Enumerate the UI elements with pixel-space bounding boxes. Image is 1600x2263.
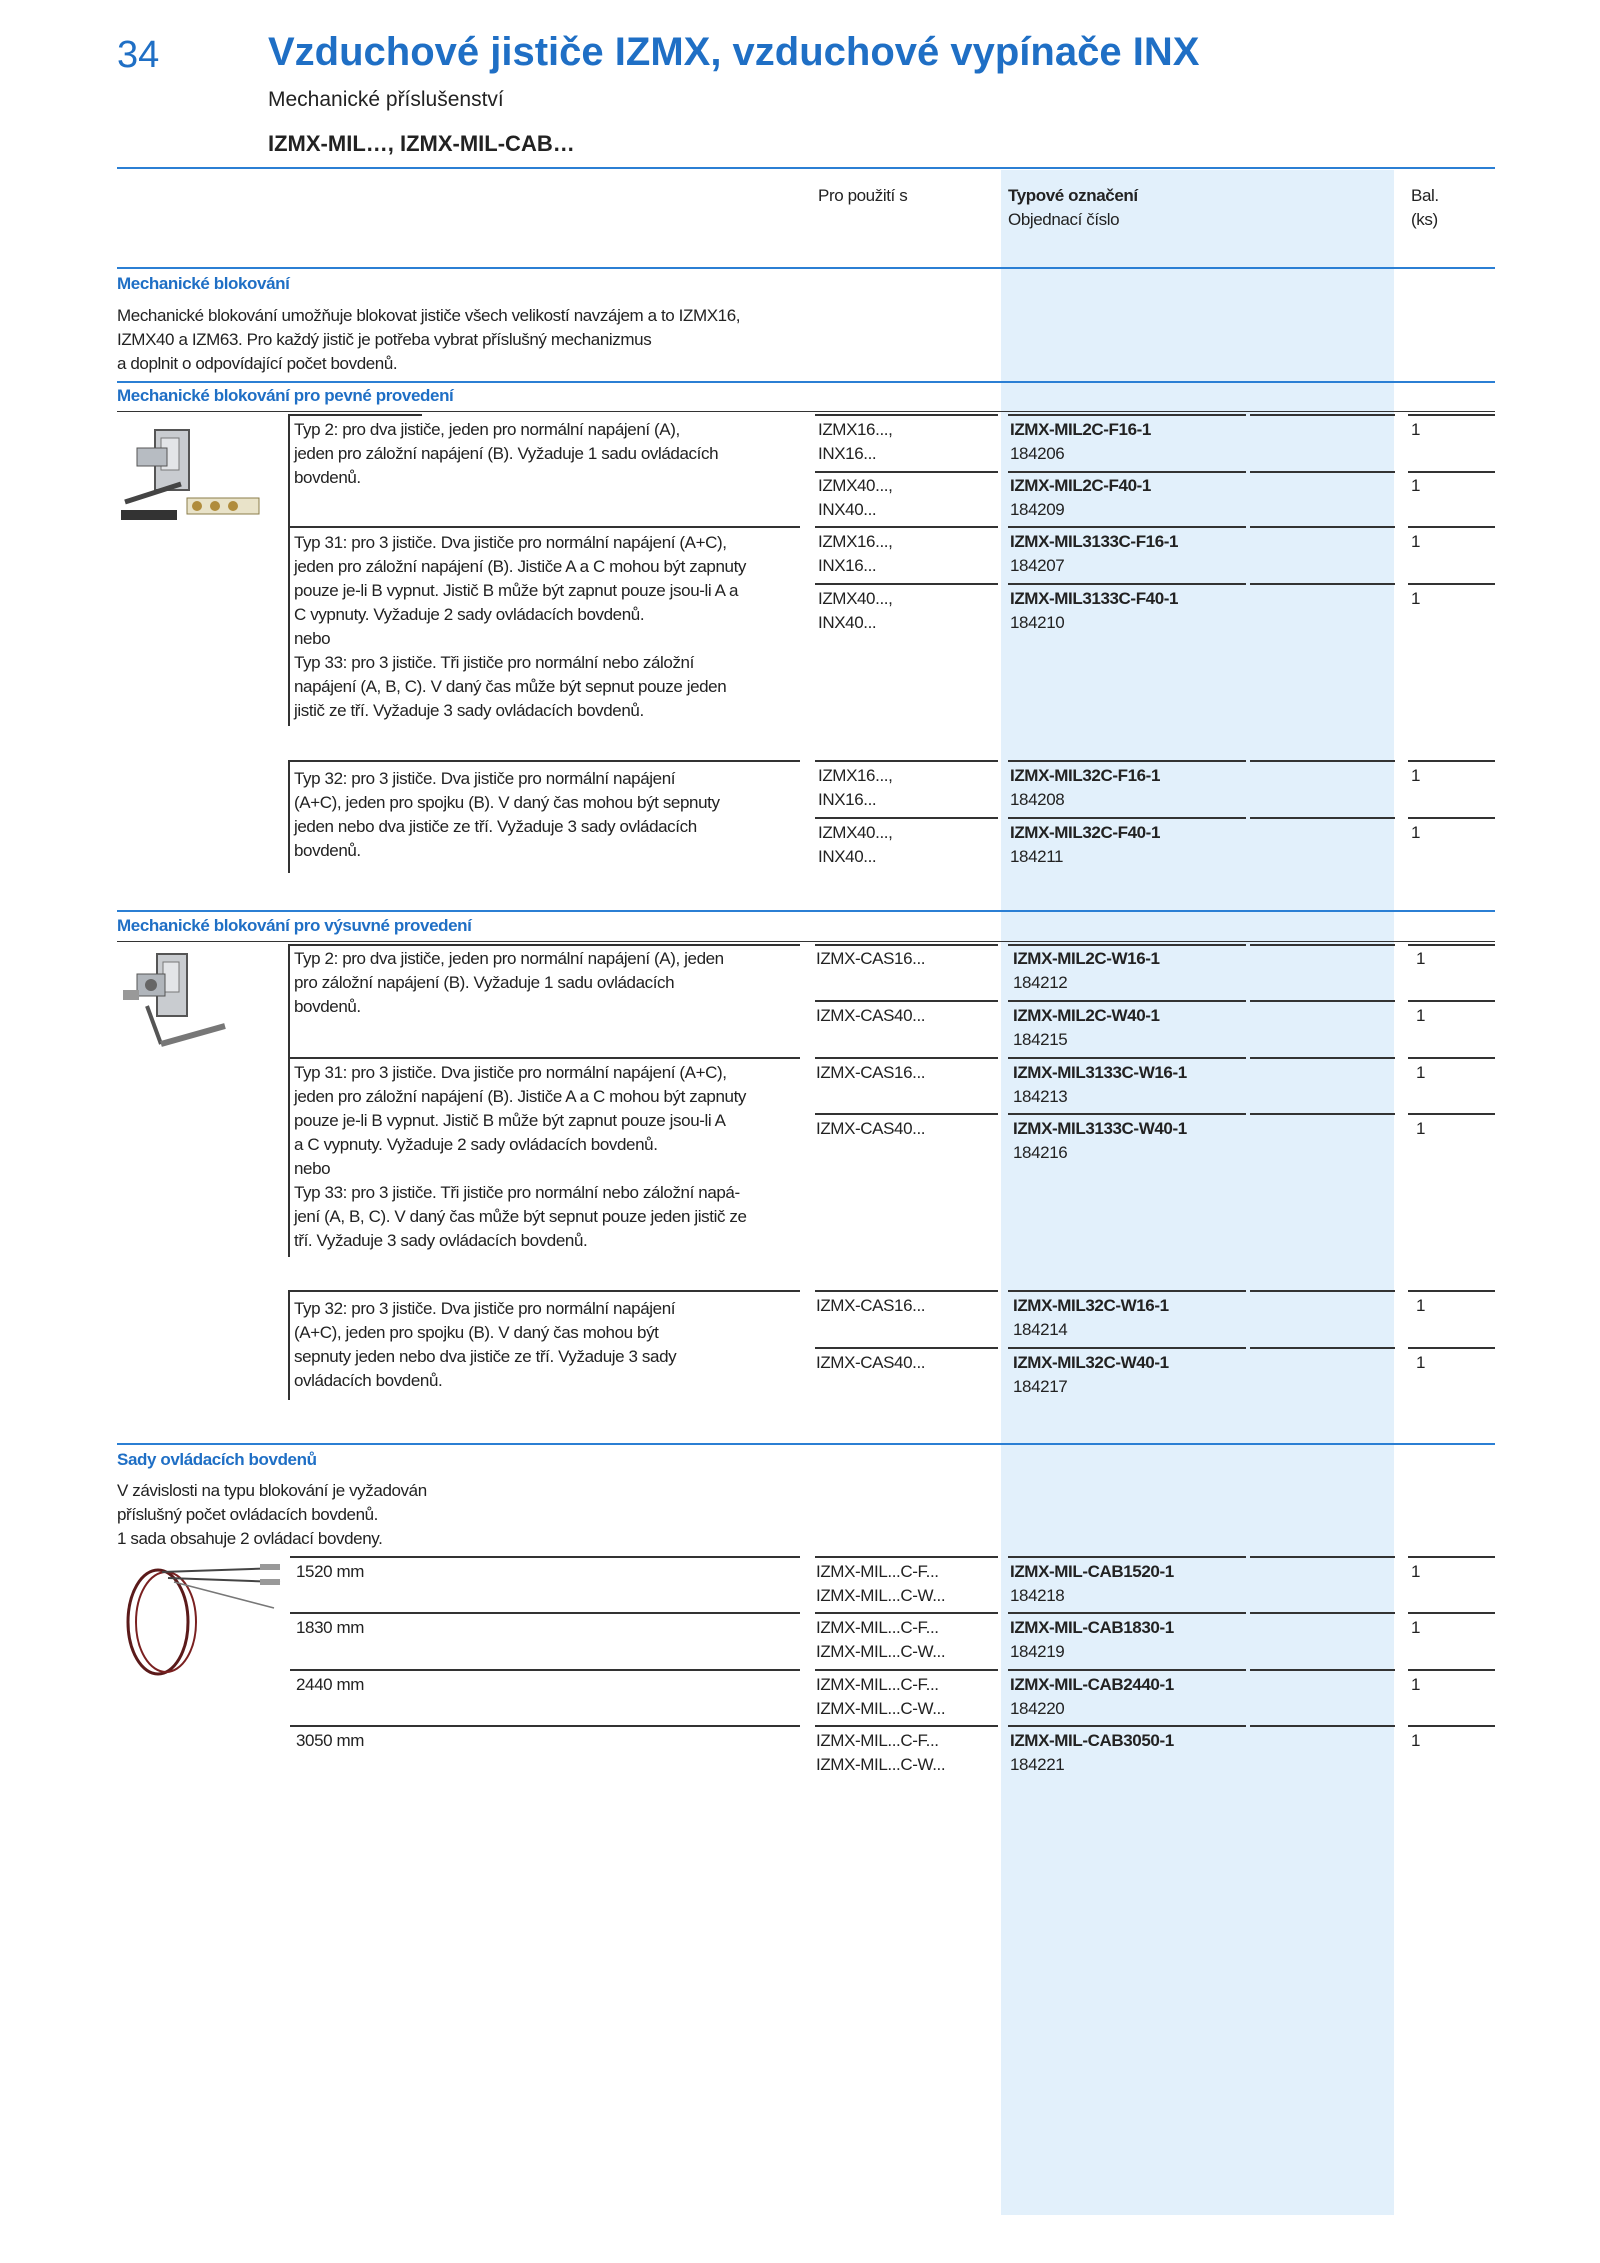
description-line: napájení (A, B, C). V daný čas může být sepnut pouze jeden: [294, 677, 727, 696]
row-rule: [1008, 1347, 1246, 1349]
description-line: pro záložní napájení (B). Vyžaduje 1 sadu ovládacích: [294, 973, 675, 992]
description-line: Typ 2: pro dva jističe, jeden pro normální napájení (A),: [294, 420, 680, 439]
description-line: Typ 33: pro 3 jističe. Tři jističe pro normální nebo záložní napá-: [294, 1183, 740, 1202]
section-heading-interlocking: Mechanické blokování: [117, 274, 290, 293]
page-number: 34: [117, 34, 160, 76]
row-rule: [1250, 760, 1395, 762]
row-rule: [290, 1556, 800, 1558]
pack-cell: 1: [1411, 1731, 1421, 1750]
group-divider: [288, 414, 290, 726]
group-divider: [288, 1290, 290, 1400]
pack-cell: 1: [1411, 420, 1421, 439]
row-rule: [290, 414, 422, 416]
row-rule: [1408, 1556, 1495, 1558]
row-rule: [1008, 944, 1246, 946]
type-cell: IZMX-MIL3133C-F16-1: [1010, 532, 1179, 551]
col-use-for: Pro použití s: [818, 186, 908, 205]
header-rule: [117, 167, 1495, 169]
use-for-cell: INX40...: [818, 613, 877, 632]
order-number-cell: 184220: [1010, 1699, 1065, 1718]
row-rule: [1008, 1000, 1246, 1002]
use-for-cell: IZMX-MIL...C-W...: [816, 1699, 946, 1718]
section-desc-line: V závislosti na typu blokování je vyžadován: [117, 1481, 427, 1500]
row-rule: [815, 760, 998, 762]
description-line: Typ 33: pro 3 jističe. Tři jističe pro normální nebo záložní: [294, 653, 694, 672]
row-rule: [1250, 526, 1395, 528]
use-for-cell: INX16...: [818, 444, 877, 463]
section-rule: [117, 1443, 1495, 1445]
order-number-cell: 184219: [1010, 1642, 1065, 1661]
pack-cell: 1: [1411, 532, 1421, 551]
description-line: (A+C), jeden pro spojku (B). V daný čas mohou být: [294, 1323, 659, 1342]
fixed-interlock-image: [117, 414, 263, 526]
type-cell: IZMX-MIL32C-F16-1: [1010, 766, 1160, 785]
use-for-cell: IZMX-MIL...C-F...: [816, 1675, 939, 1694]
description-line: Typ 2: pro dva jističe, jeden pro normální napájení (A), jeden: [294, 949, 724, 968]
type-cell: IZMX-MIL2C-W40-1: [1013, 1006, 1160, 1025]
type-cell: IZMX-MIL3133C-W16-1: [1013, 1063, 1187, 1082]
row-rule: [815, 583, 998, 585]
use-for-cell: IZMX40...,: [818, 476, 893, 495]
description-line: jeden pro záložní napájení (B). Jističe A a C mohou být zapnuty: [294, 1087, 747, 1106]
row-rule: [1250, 817, 1395, 819]
use-for-cell: IZMX40...,: [818, 823, 893, 842]
order-number-cell: 184210: [1010, 613, 1065, 632]
cable-length-cell: 1520 mm: [296, 1562, 365, 1581]
row-rule: [1250, 583, 1395, 585]
row-rule: [290, 1669, 800, 1671]
type-cell: IZMX-MIL2C-F40-1: [1010, 476, 1151, 495]
description-line: bovdenů.: [294, 997, 361, 1016]
pack-cell: 1: [1411, 1618, 1421, 1637]
use-for-cell: IZMX16...,: [818, 532, 893, 551]
type-cell: IZMX-MIL2C-F16-1: [1010, 420, 1151, 439]
row-rule: [290, 760, 800, 762]
row-rule: [1250, 1057, 1395, 1059]
pack-cell: 1: [1411, 1675, 1421, 1694]
order-number-cell: 184212: [1013, 973, 1068, 992]
row-rule: [815, 1000, 998, 1002]
use-for-cell: IZMX-MIL...C-F...: [816, 1731, 939, 1750]
row-rule: [1250, 414, 1395, 416]
description-line: jení (A, B, C). V daný čas může být sepnut pouze jeden jistič ze: [294, 1207, 747, 1226]
use-for-cell: IZMX-MIL...C-F...: [816, 1562, 939, 1581]
row-rule: [1250, 471, 1395, 473]
use-for-cell: IZMX-MIL...C-W...: [816, 1642, 946, 1661]
group-divider: [288, 944, 290, 1257]
cable-set-image: [114, 1560, 284, 1680]
description-line: Typ 32: pro 3 jističe. Dva jističe pro normální napájení: [294, 1299, 676, 1318]
description-line: jistič ze tří. Vyžaduje 3 sady ovládacích bovdenů.: [294, 701, 644, 720]
description-line: Typ 31: pro 3 jističe. Dva jističe pro normální napájení (A+C),: [294, 1063, 727, 1082]
type-cell: IZMX-MIL2C-W16-1: [1013, 949, 1160, 968]
pack-cell: 1: [1416, 1119, 1426, 1138]
cable-length-cell: 3050 mm: [296, 1731, 365, 1750]
section-desc-line: IZMX40 a IZM63. Pro každý jistič je potřeba vybrat příslušný mechanizmus: [117, 330, 652, 349]
description-line: pouze je-li B vypnut. Jistič B může být zapnut pouze jsou-li A a: [294, 581, 739, 600]
row-rule: [1408, 1000, 1495, 1002]
description-line: Typ 31: pro 3 jističe. Dva jističe pro normální napájení (A+C),: [294, 533, 727, 552]
type-cell: IZMX-MIL3133C-W40-1: [1013, 1119, 1187, 1138]
row-rule: [1008, 817, 1246, 819]
column-header-rule: [117, 267, 1495, 269]
order-number-cell: 184206: [1010, 444, 1065, 463]
row-rule: [1408, 414, 1495, 416]
row-rule: [1408, 1057, 1495, 1059]
row-rule: [815, 471, 998, 473]
section-heading-cable-sets: Sady ovládacích bovdenů: [117, 1450, 317, 1469]
col-pack-unit: (ks): [1411, 210, 1438, 229]
pack-cell: 1: [1416, 949, 1426, 968]
row-rule: [1008, 1113, 1246, 1115]
description-line: pouze je-li B vypnut. Jistič B může být zapnut pouze jsou-li A: [294, 1111, 726, 1130]
section-rule: [117, 411, 1495, 412]
row-rule: [1250, 1113, 1395, 1115]
section-desc-line: Mechanické blokování umožňuje blokovat jističe všech velikostí navzájem a to IZMX16,: [117, 306, 741, 325]
row-rule: [815, 1347, 998, 1349]
description-line: nebo: [294, 1159, 331, 1178]
section-rule: [117, 941, 1495, 942]
pack-cell: 1: [1416, 1353, 1426, 1372]
order-number-cell: 184217: [1013, 1377, 1068, 1396]
row-rule: [815, 1725, 998, 1727]
pack-cell: 1: [1416, 1063, 1426, 1082]
order-number-cell: 184218: [1010, 1586, 1065, 1605]
row-rule: [1408, 1347, 1495, 1349]
description-line: a C vypnuty. Vyžaduje 2 sady ovládacích bovdenů.: [294, 1135, 658, 1154]
type-cell: IZMX-MIL-CAB2440-1: [1010, 1675, 1174, 1694]
row-rule: [1008, 1057, 1246, 1059]
row-rule: [815, 944, 998, 946]
order-number-cell: 184216: [1013, 1143, 1068, 1162]
row-rule: [1008, 760, 1246, 762]
row-rule: [1008, 1669, 1246, 1671]
row-rule: [1008, 471, 1246, 473]
section-rule: [117, 910, 1495, 912]
order-number-cell: 184209: [1010, 500, 1065, 519]
order-number-cell: 184207: [1010, 556, 1065, 575]
cable-length-cell: 2440 mm: [296, 1675, 365, 1694]
use-for-cell: IZMX-MIL...C-F...: [816, 1618, 939, 1637]
row-rule: [1250, 1725, 1395, 1727]
row-rule: [290, 526, 800, 528]
section-desc-line: příslušný počet ovládacích bovdenů.: [117, 1505, 379, 1524]
use-for-cell: IZMX-CAS40...: [816, 1119, 926, 1138]
pack-cell: 1: [1411, 589, 1421, 608]
description-line: jeden nebo dva jističe ze tří. Vyžaduje 3 sady ovládacích: [294, 817, 697, 836]
use-for-cell: INX16...: [818, 556, 877, 575]
row-rule: [1250, 1669, 1395, 1671]
col-order-number: Objednací číslo: [1008, 210, 1120, 229]
description-line: tří. Vyžaduje 3 sady ovládacích bovdenů.: [294, 1231, 588, 1250]
use-for-cell: INX40...: [818, 847, 877, 866]
row-rule: [815, 817, 998, 819]
row-rule: [1008, 1612, 1246, 1614]
row-rule: [290, 1057, 800, 1059]
row-rule: [1408, 1725, 1495, 1727]
row-rule: [290, 1725, 800, 1727]
cable-length-cell: 1830 mm: [296, 1618, 365, 1637]
row-rule: [1408, 1113, 1495, 1115]
type-cell: IZMX-MIL-CAB1520-1: [1010, 1562, 1174, 1581]
row-rule: [1250, 1556, 1395, 1558]
row-rule: [815, 1113, 998, 1115]
row-rule: [1408, 583, 1495, 585]
row-rule: [1008, 583, 1246, 585]
use-for-cell: IZMX16...,: [818, 420, 893, 439]
use-for-cell: IZMX40...,: [818, 589, 893, 608]
row-rule: [1250, 1000, 1395, 1002]
use-for-cell: IZMX-MIL...C-W...: [816, 1755, 946, 1774]
page-title: Vzduchové jističe IZMX, vzduchové vypínače INX: [268, 30, 1200, 74]
section-heading-fixed: Mechanické blokování pro pevné provedení: [117, 386, 454, 405]
description-line: jeden pro záložní napájení (B). Vyžaduje 1 sadu ovládacích: [294, 444, 719, 463]
row-rule: [815, 1057, 998, 1059]
use-for-cell: IZMX-MIL...C-W...: [816, 1586, 946, 1605]
section-desc-line: 1 sada obsahuje 2 ovládací bovdeny.: [117, 1529, 383, 1548]
row-rule: [815, 414, 998, 416]
row-rule: [1408, 1669, 1495, 1671]
type-cell: IZMX-MIL3133C-F40-1: [1010, 589, 1179, 608]
order-number-cell: 184221: [1010, 1755, 1065, 1774]
description-line: nebo: [294, 629, 331, 648]
use-for-cell: IZMX-CAS40...: [816, 1353, 926, 1372]
use-for-cell: IZMX-CAS40...: [816, 1006, 926, 1025]
use-for-cell: INX16...: [818, 790, 877, 809]
row-rule: [290, 1612, 800, 1614]
pack-cell: 1: [1416, 1296, 1426, 1315]
row-rule: [1408, 1290, 1495, 1292]
order-number-cell: 184211: [1010, 847, 1064, 866]
description-line: ovládacích bovdenů.: [294, 1371, 443, 1390]
withdrawable-interlock-image: [117, 944, 263, 1056]
product-line: IZMX-MIL…, IZMX-MIL-CAB…: [268, 131, 575, 156]
description-line: sepnuty jeden nebo dva jističe ze tří. Vyžaduje 3 sady: [294, 1347, 677, 1366]
row-rule: [1008, 414, 1246, 416]
page-subtitle: Mechanické příslušenství: [268, 88, 504, 111]
row-rule: [815, 1669, 998, 1671]
description-line: bovdenů.: [294, 841, 361, 860]
description-line: (A+C), jeden pro spojku (B). V daný čas mohou být sepnuty: [294, 793, 720, 812]
row-rule: [1008, 1290, 1246, 1292]
order-number-cell: 184214: [1013, 1320, 1068, 1339]
pack-cell: 1: [1411, 1562, 1421, 1581]
row-rule: [1408, 1612, 1495, 1614]
row-rule: [815, 1612, 998, 1614]
section-desc-line: a doplnit o odpovídající počet bovdenů.: [117, 354, 398, 373]
row-rule: [1250, 944, 1395, 946]
pack-cell: 1: [1411, 823, 1421, 842]
section-heading-withdrawable: Mechanické blokování pro výsuvné provedení: [117, 916, 472, 935]
row-rule: [290, 1290, 800, 1292]
description-line: Typ 32: pro 3 jističe. Dva jističe pro normální napájení: [294, 769, 676, 788]
row-rule: [1250, 1347, 1395, 1349]
use-for-cell: IZMX-CAS16...: [816, 1296, 926, 1315]
row-rule: [1408, 471, 1495, 473]
type-cell: IZMX-MIL32C-W40-1: [1013, 1353, 1169, 1372]
row-rule: [1250, 1290, 1395, 1292]
row-rule: [1408, 944, 1495, 946]
row-rule: [1408, 760, 1495, 762]
row-rule: [1008, 526, 1246, 528]
description-line: jeden pro záložní napájení (B). Jističe A a C mohou být zapnuty: [294, 557, 747, 576]
order-number-cell: 184213: [1013, 1087, 1068, 1106]
row-rule: [815, 1556, 998, 1558]
description-line: C vypnuty. Vyžaduje 2 sady ovládacích bovdenů.: [294, 605, 645, 624]
use-for-cell: INX40...: [818, 500, 877, 519]
pack-cell: 1: [1411, 766, 1421, 785]
row-rule: [290, 944, 800, 946]
order-number-cell: 184215: [1013, 1030, 1068, 1049]
group-divider: [288, 760, 290, 873]
row-rule: [815, 526, 998, 528]
order-number-cell: 184208: [1010, 790, 1065, 809]
use-for-cell: IZMX-CAS16...: [816, 949, 926, 968]
row-rule: [1008, 1725, 1246, 1727]
type-cell: IZMX-MIL32C-W16-1: [1013, 1296, 1169, 1315]
col-type-designation: Typové označení: [1008, 186, 1138, 205]
row-rule: [1408, 817, 1495, 819]
row-rule: [1008, 1556, 1246, 1558]
col-pack: Bal.: [1411, 186, 1439, 205]
row-rule: [1408, 526, 1495, 528]
pack-cell: 1: [1416, 1006, 1426, 1025]
pack-cell: 1: [1411, 476, 1421, 495]
type-cell: IZMX-MIL-CAB1830-1: [1010, 1618, 1174, 1637]
description-line: bovdenů.: [294, 468, 361, 487]
row-rule: [1250, 1612, 1395, 1614]
section-rule: [117, 381, 1495, 383]
type-cell: IZMX-MIL-CAB3050-1: [1010, 1731, 1174, 1750]
row-rule: [815, 1290, 998, 1292]
use-for-cell: IZMX16...,: [818, 766, 893, 785]
type-cell: IZMX-MIL32C-F40-1: [1010, 823, 1160, 842]
use-for-cell: IZMX-CAS16...: [816, 1063, 926, 1082]
